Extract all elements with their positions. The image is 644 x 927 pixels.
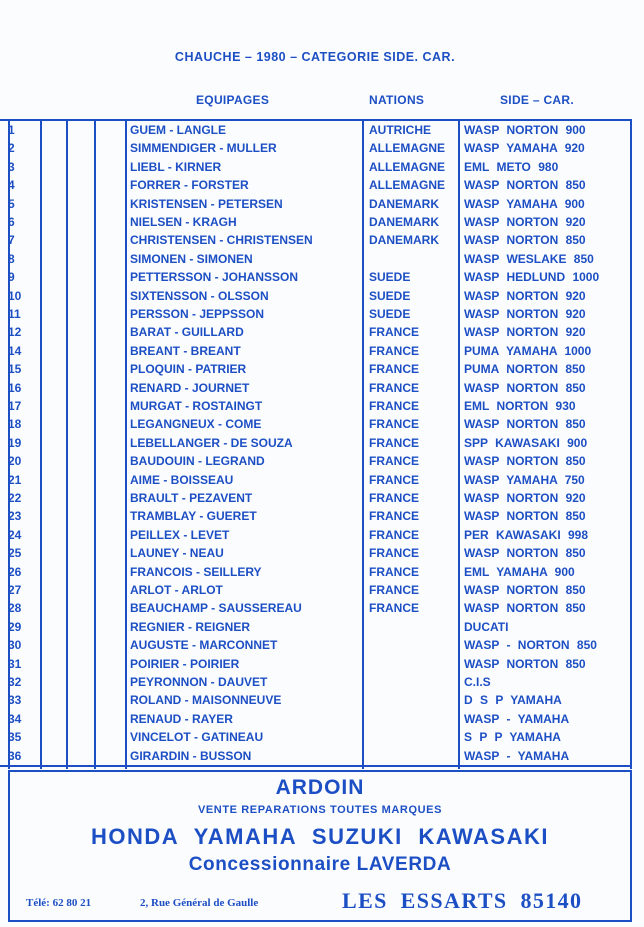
row-nation: FRANCE (369, 362, 419, 377)
row-sidecar: WASP - YAMAHA (464, 711, 570, 726)
row-number: 14 (8, 343, 22, 358)
row-sidecar: WASP NORTON 850 (464, 583, 586, 597)
row-crew: PERSSON - JEPPSSON (130, 307, 265, 321)
table-row (0, 599, 632, 617)
row-crew: REGNIER - REIGNER (130, 619, 251, 634)
row-crew: KRISTENSEN - PETERSEN (130, 196, 283, 211)
table-row (0, 728, 632, 746)
table-row (0, 342, 632, 360)
row-nation: FRANCE (369, 417, 419, 432)
row-sidecar: SPP KAWASAKI 900 (464, 435, 588, 450)
row-sidecar: WASP WESLAKE 850 (464, 251, 594, 266)
row-number: 33 (8, 693, 22, 708)
row-sidecar: PUMA NORTON 850 (464, 362, 586, 377)
row-sidecar: WASP NORTON 920 (464, 491, 586, 505)
row-crew: SIXTENSSON - OLSSON (130, 288, 269, 303)
dealer-name: ARDOIN (275, 776, 365, 799)
row-nation: FRANCE (369, 325, 419, 340)
row-nation: FRANCE (369, 583, 419, 597)
row-number: 23 (8, 509, 22, 524)
table-bottom-border (0, 765, 632, 767)
row-crew: AIME - BOISSEAU (130, 472, 234, 487)
row-number: 3 (8, 159, 15, 174)
row-sidecar: WASP - YAMAHA (464, 748, 570, 763)
row-crew: LAUNEY - NEAU (130, 546, 224, 561)
row-number: 24 (8, 527, 22, 542)
row-crew: SIMONEN - SIMONEN (130, 251, 253, 266)
row-crew: LIEBL - KIRNER (130, 159, 222, 174)
table-row (0, 213, 632, 231)
row-nation: FRANCE (369, 343, 419, 358)
row-number: 4 (8, 178, 15, 193)
dealer-address: 2, Rue Général de Gaulle (140, 897, 259, 909)
row-crew: PETTERSSON - JOHANSSON (130, 270, 299, 285)
row-number: 5 (8, 196, 15, 211)
table-row (0, 563, 632, 581)
row-sidecar: WASP NORTON 850 (464, 656, 586, 671)
row-sidecar: PUMA YAMAHA 1000 (464, 343, 592, 358)
row-crew: BREANT - BREANT (130, 343, 241, 358)
row-nation: FRANCE (369, 509, 419, 524)
row-crew: POIRIER - POIRIER (130, 656, 240, 671)
row-crew: LEBELLANGER - DE SOUZA (130, 435, 293, 450)
table-row (0, 544, 632, 562)
table-row (0, 747, 632, 765)
row-nation: SUEDE (369, 270, 411, 285)
row-nation: FRANCE (369, 435, 419, 450)
row-crew: BRAULT - PEZAVENT (130, 491, 253, 505)
row-crew: TRAMBLAY - GUERET (130, 509, 257, 524)
row-crew: ROLAND - MAISONNEUVE (130, 693, 282, 708)
row-sidecar: WASP NORTON 920 (464, 288, 586, 303)
row-number: 21 (8, 472, 22, 487)
row-crew: PEYRONNON - DAUVET (130, 675, 268, 689)
row-sidecar: WASP YAMAHA 920 (464, 141, 585, 156)
row-number: 6 (8, 215, 15, 229)
table-row (0, 176, 632, 194)
row-sidecar: WASP NORTON 850 (464, 233, 586, 248)
row-number: 32 (8, 675, 22, 689)
table-row (0, 673, 632, 691)
table-row (0, 379, 632, 397)
row-number: 34 (8, 711, 22, 726)
row-sidecar: WASP NORTON 850 (464, 454, 586, 469)
row-sidecar: EML NORTON 930 (464, 399, 576, 413)
row-number: 22 (8, 491, 22, 505)
row-sidecar: WASP NORTON 920 (464, 307, 586, 321)
table-row (0, 397, 632, 415)
row-crew: NIELSEN - KRAGH (130, 215, 237, 229)
table-row (0, 710, 632, 728)
table-row (0, 581, 632, 599)
row-nation: SUEDE (369, 288, 411, 303)
row-sidecar: WASP YAMAHA 900 (464, 196, 585, 211)
row-number: 9 (8, 270, 15, 285)
row-nation: FRANCE (369, 491, 419, 505)
row-nation: FRANCE (369, 564, 419, 579)
header-nations: NATIONS (369, 93, 425, 107)
row-nation: ALLEMAGNE (369, 178, 445, 193)
row-crew: CHRISTENSEN - CHRISTENSEN (130, 233, 313, 248)
row-crew: FRANCOIS - SEILLERY (130, 564, 262, 579)
row-crew: ARLOT - ARLOT (130, 583, 223, 597)
row-number: 2 (8, 141, 15, 156)
table-row (0, 121, 632, 139)
table-row (0, 231, 632, 249)
row-number: 27 (8, 583, 22, 597)
row-sidecar: WASP NORTON 920 (464, 215, 586, 229)
row-sidecar: WASP NORTON 850 (464, 546, 586, 561)
row-crew: BEAUCHAMP - SAUSSEREAU (130, 601, 302, 616)
table-row (0, 434, 632, 452)
row-number: 28 (8, 601, 22, 616)
dealer-concession: Concessionnaire LAVERDA (188, 854, 452, 875)
table-row (0, 415, 632, 433)
dealer-advert (8, 770, 632, 922)
row-number: 17 (8, 399, 22, 413)
table-row (0, 691, 632, 709)
row-sidecar: WASP YAMAHA 750 (464, 472, 585, 487)
table-row (0, 452, 632, 470)
row-crew: BARAT - GUILLARD (130, 325, 244, 340)
dealer-tagline: VENTE REPARATIONS TOUTES MARQUES (197, 804, 443, 816)
table-row (0, 250, 632, 268)
row-nation: ALLEMAGNE (369, 159, 445, 174)
table-row (0, 323, 632, 341)
row-crew: PLOQUIN - PATRIER (130, 362, 247, 377)
table-row (0, 195, 632, 213)
row-nation: DANEMARK (369, 196, 439, 211)
row-number: 11 (8, 307, 21, 321)
row-sidecar: D S P YAMAHA (464, 693, 562, 708)
row-nation: FRANCE (369, 527, 419, 542)
page-title: CHAUCHE – 1980 – CATEGORIE SIDE. CAR. (174, 50, 456, 64)
dealer-phone: Télé: 62 80 21 (26, 897, 92, 909)
row-nation: FRANCE (369, 601, 419, 616)
row-sidecar: EML YAMAHA 900 (464, 564, 575, 579)
table-row (0, 489, 632, 507)
row-nation: FRANCE (369, 454, 419, 469)
row-nation: FRANCE (369, 472, 419, 487)
table-row (0, 268, 632, 286)
row-number: 7 (8, 233, 15, 248)
row-sidecar: WASP NORTON 920 (464, 325, 586, 340)
row-sidecar: WASP NORTON 850 (464, 417, 586, 432)
row-sidecar: WASP NORTON 900 (464, 123, 586, 137)
header-side-car: SIDE – CAR. (500, 93, 574, 107)
row-nation: ALLEMAGNE (369, 141, 445, 156)
row-crew: BAUDOUIN - LEGRAND (130, 454, 265, 469)
table-row (0, 636, 632, 654)
row-sidecar: WASP NORTON 850 (464, 509, 586, 524)
row-nation: AUTRICHE (369, 123, 431, 137)
row-crew: RENARD - JOURNET (130, 380, 250, 395)
row-number: 36 (8, 748, 22, 763)
table-row (0, 158, 632, 176)
row-crew: VINCELOT - GATINEAU (130, 730, 264, 745)
row-sidecar: WASP HEDLUND 1000 (464, 270, 600, 285)
row-sidecar: PER KAWASAKI 998 (464, 527, 589, 542)
row-nation: DANEMARK (369, 233, 439, 248)
row-number: 30 (8, 638, 22, 653)
row-nation: FRANCE (369, 399, 419, 413)
row-number: 20 (8, 454, 22, 469)
row-number: 16 (8, 380, 22, 395)
row-crew: SIMMENDIGER - MULLER (130, 141, 277, 156)
table-row (0, 655, 632, 673)
row-crew: PEILLEX - LEVET (130, 527, 230, 542)
row-crew: GUEM - LANGLE (130, 123, 226, 137)
table-row (0, 305, 632, 323)
row-crew: GIRARDIN - BUSSON (130, 748, 252, 763)
row-sidecar: DUCATI (464, 619, 509, 634)
row-crew: LEGANGNEUX - COME (130, 417, 262, 432)
row-sidecar: WASP - NORTON 850 (464, 638, 597, 653)
table-row (0, 507, 632, 525)
table-row (0, 471, 632, 489)
row-nation: FRANCE (369, 380, 419, 395)
table-row (0, 526, 632, 544)
row-nation: FRANCE (369, 546, 419, 561)
row-crew: AUGUSTE - MARCONNET (130, 638, 278, 653)
row-crew: MURGAT - ROSTAINGT (130, 399, 263, 413)
row-number: 35 (8, 730, 22, 745)
row-number: 29 (8, 619, 22, 634)
row-sidecar: WASP NORTON 850 (464, 178, 586, 193)
row-sidecar: EML METO 980 (464, 159, 559, 174)
row-number: 25 (8, 546, 22, 561)
row-crew: RENAUD - RAYER (130, 711, 233, 726)
row-number: 10 (8, 288, 22, 303)
row-sidecar: WASP NORTON 850 (464, 380, 586, 395)
row-number: 1 (8, 123, 15, 137)
row-number: 8 (8, 251, 15, 266)
table-row (0, 618, 632, 636)
row-number: 18 (8, 417, 22, 432)
row-sidecar: WASP NORTON 850 (464, 601, 586, 616)
table-row (0, 287, 632, 305)
row-number: 26 (8, 564, 22, 579)
dealer-brands: HONDA YAMAHA SUZUKI KAWASAKI (91, 824, 549, 849)
row-number: 31 (8, 656, 22, 671)
header-equipages: EQUIPAGES (196, 93, 270, 107)
dealer-city: LES ESSARTS 85140 (342, 888, 583, 913)
row-nation: SUEDE (369, 307, 411, 321)
row-crew: FORRER - FORSTER (130, 178, 249, 193)
table-row (0, 139, 632, 157)
row-nation: DANEMARK (369, 215, 439, 229)
results-table (0, 119, 632, 769)
row-number: 12 (8, 325, 22, 340)
row-sidecar: S P P YAMAHA (464, 730, 561, 745)
row-number: 15 (8, 362, 22, 377)
row-number: 19 (8, 435, 22, 450)
row-sidecar: C.I.S (464, 675, 491, 689)
table-row (0, 360, 632, 378)
